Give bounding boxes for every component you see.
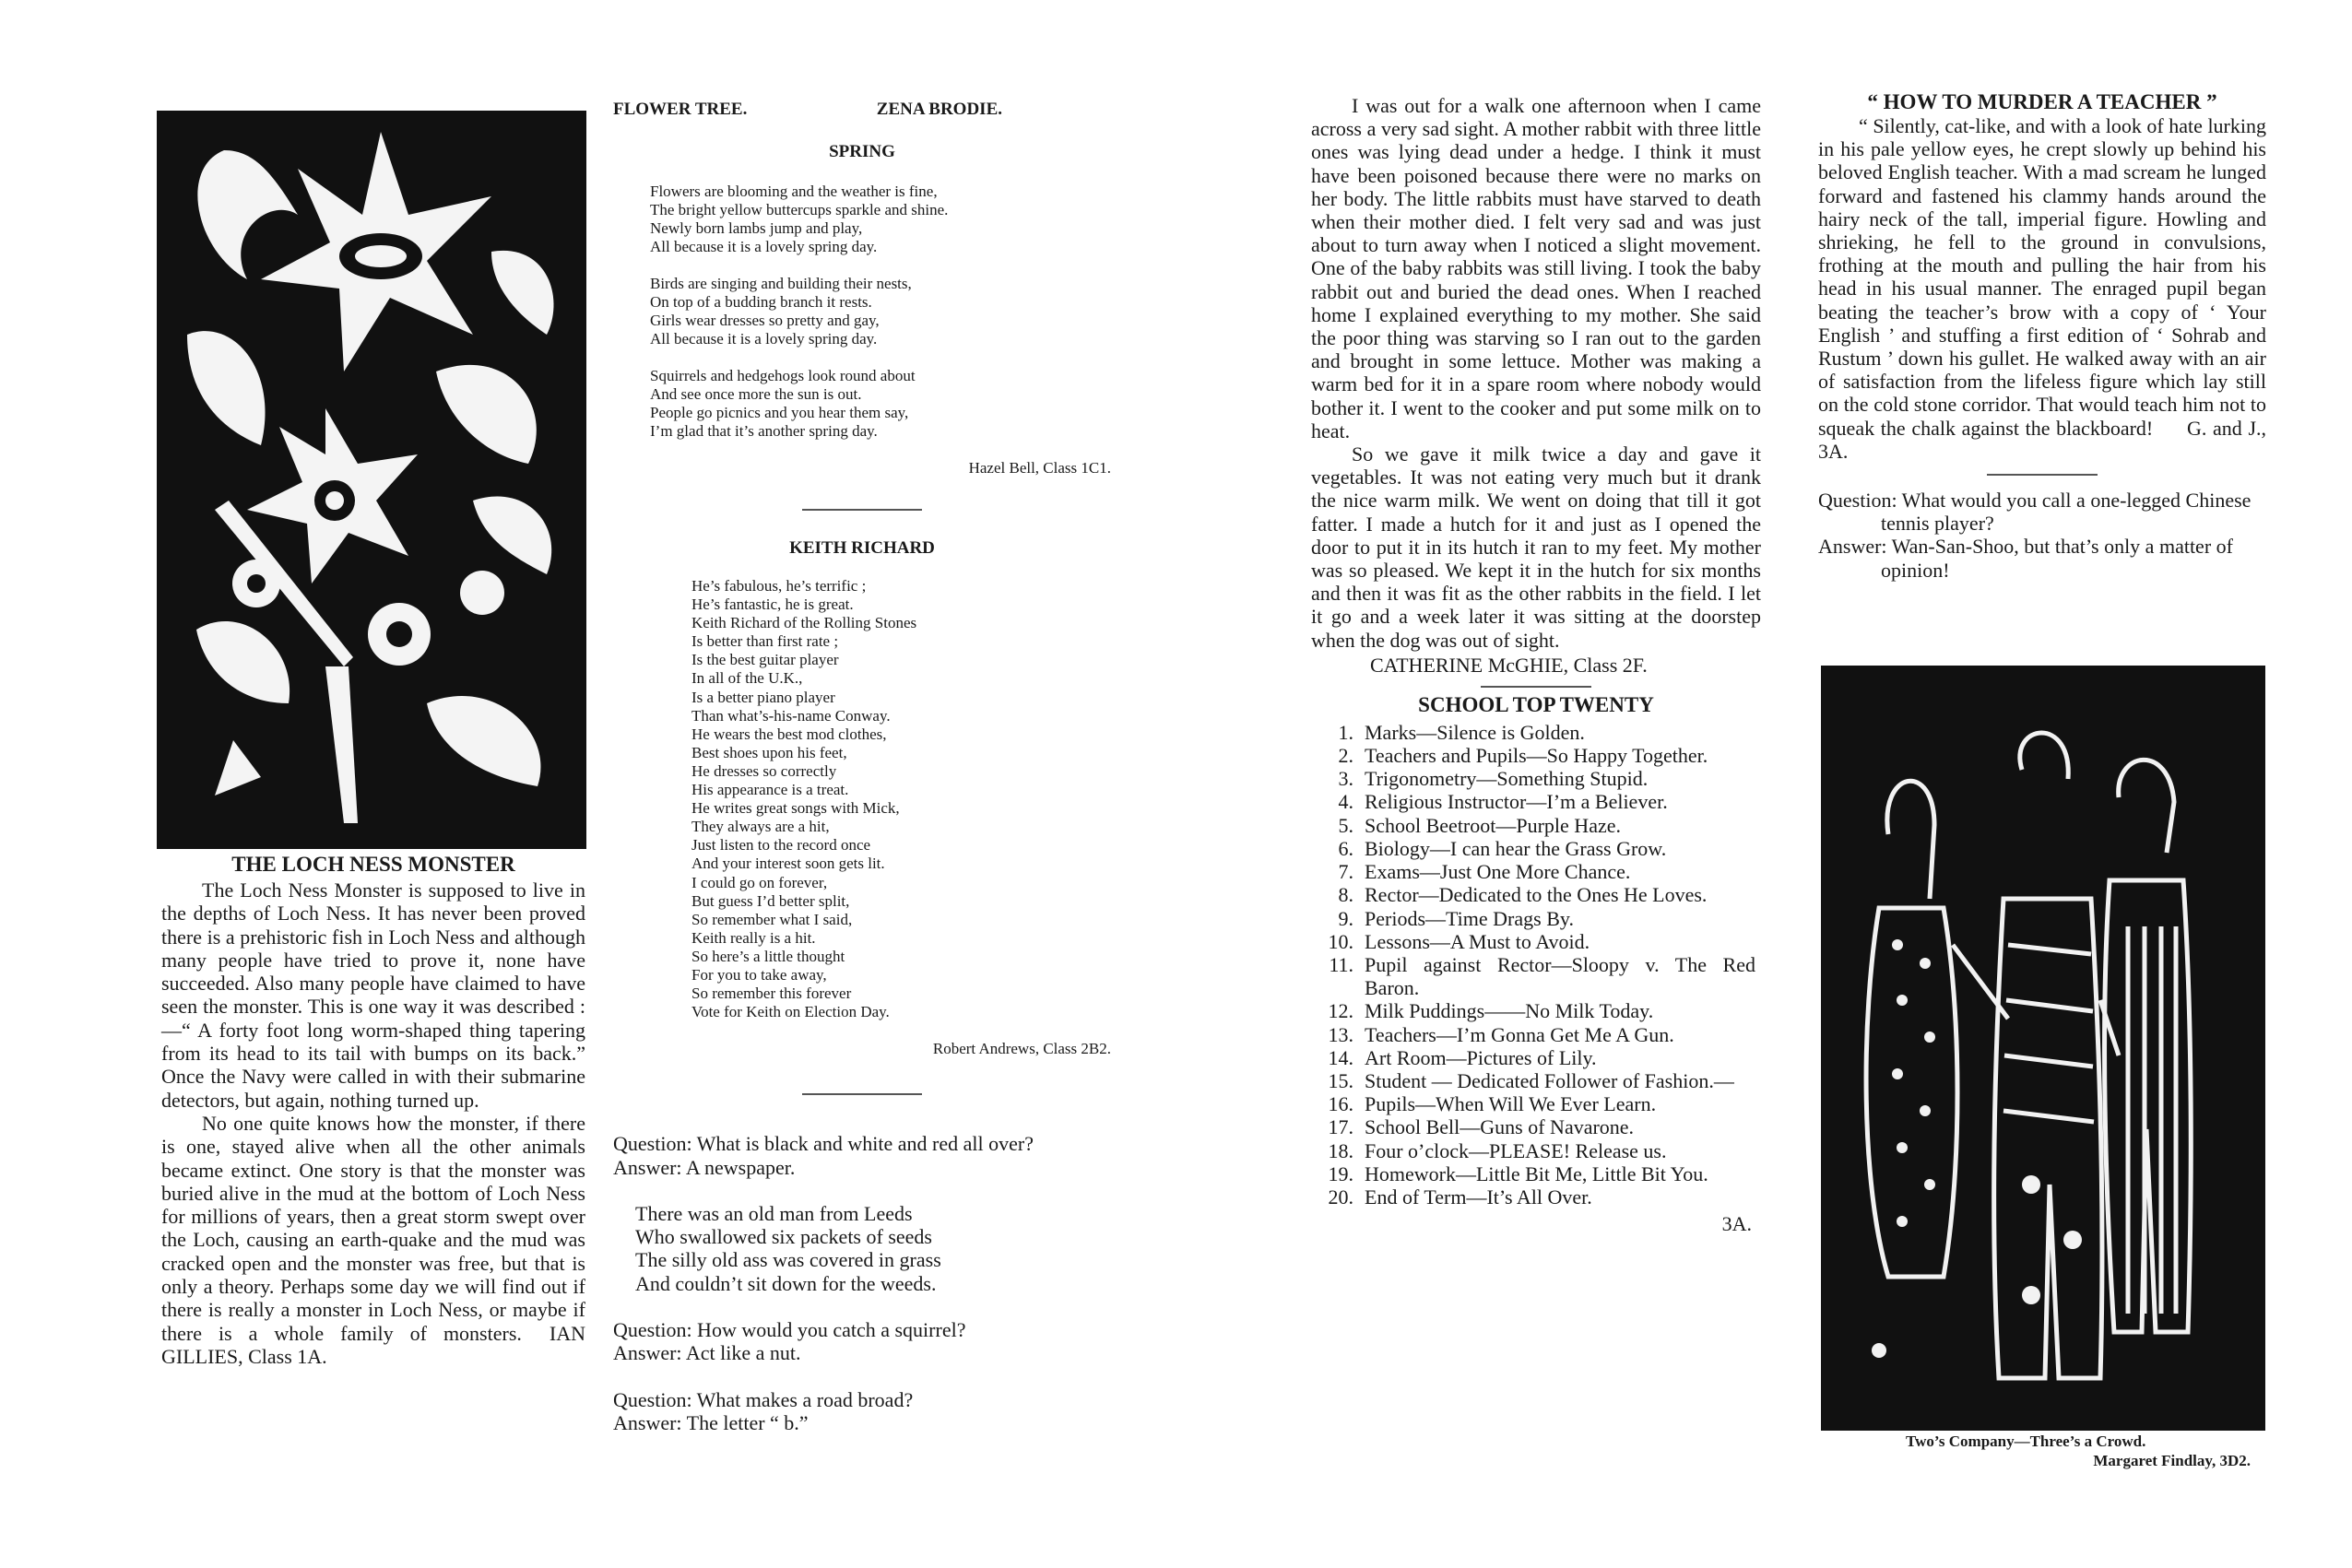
top-twenty-item (1311, 953, 1755, 999)
top-twenty-item-text: Periods—Time Drags By. (1365, 906, 1574, 930)
top-twenty-item-text: Biology—I can hear the Grass Grow. (1365, 836, 1667, 860)
joke-question-2: Question: How would you catch a squirrel? (613, 1318, 966, 1342)
spring-title: SPRING (829, 142, 895, 161)
top-twenty-item (1311, 860, 1755, 883)
top-twenty-item (1311, 1023, 1755, 1046)
divider (1987, 474, 2098, 476)
murder-text (1818, 114, 2266, 463)
top-twenty-item-number: 15. (1328, 1068, 1353, 1092)
top-twenty-item-number: 4. (1338, 790, 1353, 814)
top-twenty-item (1311, 744, 1755, 767)
figures-caption-title: Two’s Company—Three’s a Crowd. (1906, 1432, 2146, 1450)
joke-answer-1: Answer: A newspaper. (613, 1155, 796, 1179)
chinese-joke-question: Question: What would you call a one-legged Chinese tennis player? (1818, 489, 2252, 536)
top-twenty-item-number: 10. (1328, 929, 1353, 953)
top-twenty-item-number: 19. (1328, 1161, 1353, 1185)
divider (802, 509, 922, 511)
top-twenty-author: 3A. (1721, 1212, 1752, 1236)
top-twenty-item-text: Lessons—A Must to Avoid. (1365, 929, 1590, 953)
top-twenty-item-number: 9. (1338, 906, 1353, 930)
top-twenty-item (1311, 837, 1755, 860)
top-twenty-item-text: Milk Puddings——No Milk Today. (1365, 999, 1654, 1023)
top-twenty-item (1311, 721, 1755, 744)
top-twenty-item-text: School Beetroot—Purple Haze. (1365, 813, 1621, 837)
top-twenty-item-number: 13. (1328, 1022, 1353, 1046)
rabbit-story-paragraph-2: So we gave it milk twice a day and gave it vegetables. It was not eating very much but it drank the nice warm milk. We went on doing that till it got fatter. I made a hutch for it and just as I opened the door to put it in its hutch it ran to my feet. My mother was so pleased. We kept it in the hutch for six months and then it was fit as the other rabbits in the field. I let it go and a week later it was sitting at the doorstep when the dog was out of sight. (1311, 442, 1761, 652)
top-twenty-item (1311, 1092, 1755, 1115)
top-twenty-item-number: 6. (1338, 836, 1353, 860)
top-twenty-item-number: 3. (1338, 767, 1353, 791)
top-twenty-item-number: 16. (1328, 1092, 1353, 1116)
loch-ness-title: THE LOCH NESS MONSTER (231, 853, 515, 876)
top-twenty-item-text: Pupils—When Will We Ever Learn. (1365, 1092, 1657, 1116)
loch-ness-paragraph-1: The Loch Ness Monster is supposed to live in the depths of Loch Ness. It has never been proved there is a prehistoric fish in Loch Ness and although many people have tried to prove it, none have succeeded. Also many people have claimed to have seen the monster. This is one way it was described :—“ A forty foot long worm-shaped thing tapering from its head to its tail with bumps on its back.” Once the Navy were called in with their submarine detectors, but again, nothing turned up. (161, 878, 585, 1112)
top-twenty-item-text: Teachers and Pupils—So Happy Together. (1365, 744, 1708, 768)
rabbit-story-author: CATHERINE McGHIE, Class 2F. (1370, 653, 1648, 677)
top-twenty-item (1311, 1185, 1755, 1208)
divider (802, 1093, 922, 1095)
top-twenty-item-number: 14. (1328, 1045, 1353, 1069)
murder-author: G. and J., 3A. (1818, 416, 2267, 463)
top-twenty-title: SCHOOL TOP TWENTY (1418, 692, 1654, 716)
top-twenty-item-text: Marks—Silence is Golden. (1365, 720, 1585, 744)
top-twenty-item-number: 1. (1338, 720, 1353, 744)
top-twenty-item-text: Pupil against Rector—Sloopy v. The Red Baron. (1365, 952, 1755, 1000)
figures-caption (1821, 1432, 2260, 1470)
top-twenty-item-text: Homework—Little Bit Me, Little Bit You. (1365, 1161, 1708, 1185)
spring-author: Hazel Bell, Class 1C1. (968, 459, 1111, 477)
top-twenty-item-text: Teachers—I’m Gonna Get Me A Gun. (1365, 1022, 1674, 1046)
top-twenty-item-text: Trigonometry—Something Stupid. (1365, 767, 1649, 791)
top-twenty-item (1311, 1139, 1755, 1162)
top-twenty-item-text: End of Term—It’s All Over. (1365, 1185, 1592, 1208)
top-twenty-item-number: 18. (1328, 1138, 1353, 1162)
top-twenty-item-number: 2. (1338, 744, 1353, 768)
keith-richard-title: KEITH RICHARD (789, 538, 935, 558)
top-twenty-list (1311, 721, 1761, 1208)
loch-ness-paragraph-2-text: No one quite knows how the monster, if there is one, stayed alive when all the other animals became extinct. One story is that the monster was buried alive in the mud at the bottom of Loch Ness for millions of years, then a great storm swept over the Loch, causing an earth-quake and the mud was cracked open and the monster was free, but that is only a theory. Perhaps some day we will find out if there is really a monster in Loch Ness, or maybe if there is a whole family of monsters. (161, 1111, 585, 1345)
flower-tree-title: FLOWER TREE. (613, 100, 748, 119)
rabbit-story-paragraph-1: I was out for a walk one afternoon when I came across a very sad sight. A mother rabbit with three little ones was lying dead under a hedge. I think it must have been poisoned because there were no marks on her body. The little rabbits must have starved to death when their mother died. I felt very sad and was just about to turn away when I noticed a slight movement. One of the baby rabbits was still living. I took the baby rabbit out and buried the dead ones. When I reached home I explained everything to my mother. She said the poor thing was starving so I ran out to the garden and brought in some lettuce. Mother was making a warm bed for it in a spare room where nobody would bother it. I went to the cooker and put some milk on to heat. (1311, 94, 1761, 442)
top-twenty-item-text: Exams—Just One More Chance. (1365, 860, 1631, 884)
top-twenty-item-text: School Bell—Guns of Navarone. (1365, 1115, 1635, 1139)
top-twenty-item (1311, 1069, 1755, 1092)
keith-richard-poem: He’s fabulous, he’s terrific ; He’s fantastic, he is great. Keith Richard of the Rolling Stones Is better than first rate ; Is the best guitar player In all of the U.K., Is a better piano player Than what’s-his-name Conway. He wears the best mod clothes, Best shoes upon his feet, He dresses so correctly His appearance is a treat. He writes great songs with Mick, They always are a hit, Just listen to the record once And your interest soon gets lit. I could go on forever, But guess I’d better split, So remember what I said, Keith really is a hit. So here’s a little thought For you to take away, So remember this forever Vote for Keith on Election Day. (691, 577, 917, 1021)
top-twenty-item (1311, 814, 1755, 837)
joke-answer-3: Answer: The letter “ b.” (613, 1410, 809, 1434)
spring-stanza-2: Birds are singing and building their nests, On top of a budding branch it rests. Girls wear dresses so pretty and gay, All because it is a lovely spring day. (650, 275, 912, 348)
top-twenty-item-number: 8. (1338, 883, 1353, 907)
flower-tree-artist: ZENA BRODIE. (876, 100, 1002, 119)
divider (1481, 686, 1591, 688)
figures-caption-artist: Margaret Findlay, 3D2. (2093, 1452, 2251, 1469)
spring-stanza-3: Squirrels and hedgehogs look round about And see once more the sun is out. People go picnics and you hear them say, I’m glad that it’s another spring day. (650, 367, 916, 440)
top-twenty-item-text: Student — Dedicated Follower of Fashion.— (1365, 1068, 1734, 1092)
keith-richard-author: Robert Andrews, Class 2B2. (932, 1040, 1111, 1058)
loch-ness-author: IAN GILLIES, Class 1A. (161, 1321, 586, 1368)
top-twenty-item-text: Religious Instructor—I’m a Believer. (1365, 790, 1668, 814)
top-twenty-item-number: 17. (1328, 1115, 1353, 1139)
top-twenty-item-number: 11. (1329, 952, 1353, 976)
spring-stanza-1: Flowers are blooming and the weather is fine, The bright yellow buttercups sparkle and shine. Newly born lambs jump and play, All because it is a lovely spring day. (650, 183, 949, 255)
murder-text-body: “ Silently, cat-like, and with a look of hate lurking in his pale yellow eyes, he crept slowly up behind his beloved English teacher. With a mad scream he lunged forward and fastened his clammy hands around the hairy neck of the tall, imperial figure. Howling and shrieking, he fell to the ground in convulsions, frothing at the mouth and pulling the hair from his head in his usual manner. The enraged pupil began beating the teacher’s brow with a copy of ‘ Your English ’ and stuffing a first edition of ‘ Sohrab and Rustum ’ down his gullet. He walked away with an air of satisfaction from the lifeless figure which lay still on the cold stone corridor. That would teach him not to squeak the chalk against the blackboard! (1818, 114, 2266, 440)
top-twenty-item-number: 5. (1338, 813, 1353, 837)
top-twenty-item (1311, 907, 1755, 930)
joke-answer-2: Answer: Act like a nut. (613, 1341, 801, 1365)
top-twenty-item (1311, 883, 1755, 906)
chinese-joke-answer: Answer: Wan-San-Shoo, but that’s only a matter of opinion! (1818, 535, 2233, 582)
top-twenty-item (1311, 999, 1755, 1022)
top-twenty-item (1311, 1115, 1755, 1138)
top-twenty-item-number: 7. (1338, 860, 1353, 884)
top-twenty-item-text: Rector—Dedicated to the Ones He Loves. (1365, 883, 1708, 907)
top-twenty-item-text: Four o’clock—PLEASE! Release us. (1365, 1138, 1667, 1162)
joke-question-3: Question: What makes a road broad? (613, 1387, 914, 1411)
joke-question-1: Question: What is black and white and red all over? (613, 1132, 1034, 1156)
top-twenty-item (1311, 1046, 1755, 1069)
top-twenty-item (1311, 790, 1755, 813)
murder-title: “ HOW TO MURDER A TEACHER ” (1867, 90, 2217, 113)
top-twenty-item (1311, 1162, 1755, 1185)
loch-ness-paragraph-2 (161, 1112, 585, 1368)
top-twenty-item (1311, 767, 1755, 790)
three-figures-linocut (1821, 666, 2265, 1431)
limerick: There was an old man from Leeds Who swallowed six packets of seeds The silly old ass was covered in grass And couldn’t sit down for the weeds. (635, 1201, 941, 1295)
top-twenty-item (1311, 930, 1755, 953)
flower-tree-linocut (157, 111, 586, 849)
top-twenty-item-text: Art Room—Pictures of Lily. (1365, 1045, 1597, 1069)
top-twenty-item-number: 20. (1328, 1185, 1353, 1208)
flower-tree-caption (613, 100, 1111, 120)
top-twenty-item-number: 12. (1328, 999, 1353, 1023)
